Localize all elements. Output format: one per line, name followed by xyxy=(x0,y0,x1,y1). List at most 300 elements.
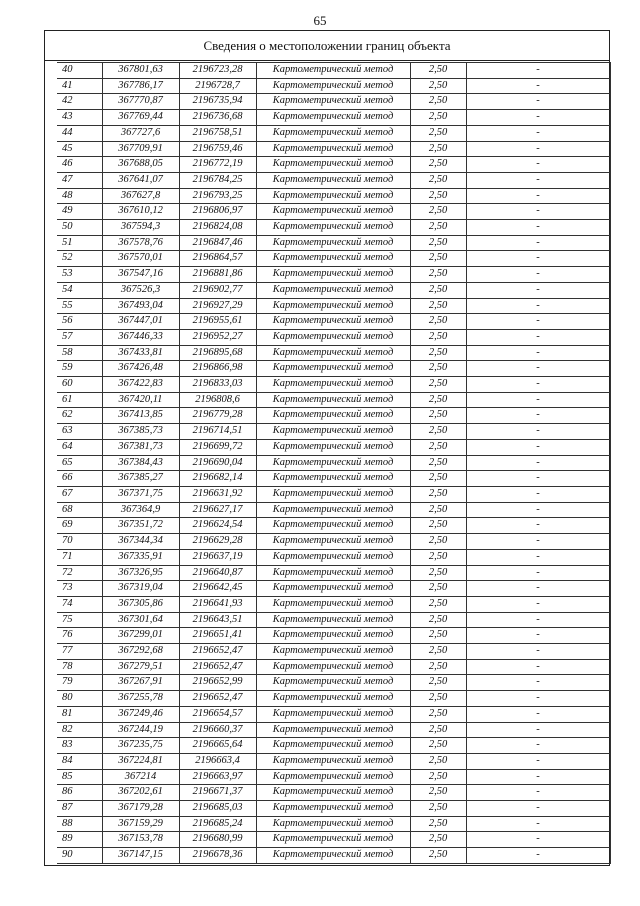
table-row xyxy=(57,94,610,110)
method-cell: Картометрический метод xyxy=(256,220,410,236)
x-coordinate-cell: 367335,91 xyxy=(102,549,179,565)
method-cell: Картометрический метод xyxy=(256,204,410,220)
y-coordinate-cell: 2196895,68 xyxy=(179,345,256,361)
x-coordinate-cell: 367447,01 xyxy=(102,314,179,330)
method-cell: Картометрический метод xyxy=(256,549,410,565)
table-row xyxy=(57,282,610,298)
method-cell: Картометрический метод xyxy=(256,392,410,408)
description-cell: - xyxy=(466,596,610,612)
x-coordinate-cell: 367578,76 xyxy=(102,235,179,251)
accuracy-cell: 2,50 xyxy=(410,816,466,832)
table-row xyxy=(57,612,610,628)
table-row xyxy=(57,392,610,408)
y-coordinate-cell: 2196699,72 xyxy=(179,439,256,455)
x-coordinate-cell: 367422,83 xyxy=(102,377,179,393)
y-coordinate-cell: 2196735,94 xyxy=(179,94,256,110)
method-cell: Картометрический метод xyxy=(256,706,410,722)
point-number-cell: 80 xyxy=(57,691,102,707)
table-row xyxy=(57,801,610,817)
method-cell: Картометрический метод xyxy=(256,361,410,377)
y-coordinate-cell: 2196955,61 xyxy=(179,314,256,330)
method-cell: Картометрический метод xyxy=(256,848,410,864)
method-cell: Картометрический метод xyxy=(256,518,410,534)
method-cell: Картометрический метод xyxy=(256,63,410,79)
accuracy-cell: 2,50 xyxy=(410,502,466,518)
y-coordinate-cell: 2196629,28 xyxy=(179,534,256,550)
x-coordinate-cell: 367344,34 xyxy=(102,534,179,550)
description-cell: - xyxy=(466,361,610,377)
description-cell: - xyxy=(466,282,610,298)
accuracy-cell: 2,50 xyxy=(410,94,466,110)
description-cell: - xyxy=(466,471,610,487)
table-row xyxy=(57,439,610,455)
point-number-cell: 60 xyxy=(57,377,102,393)
method-cell: Картометрический метод xyxy=(256,172,410,188)
description-cell: - xyxy=(466,125,610,141)
method-cell: Картометрический метод xyxy=(256,801,410,817)
table-row xyxy=(57,753,610,769)
point-number-cell: 76 xyxy=(57,628,102,644)
point-number-cell: 90 xyxy=(57,848,102,864)
table-row xyxy=(57,455,610,471)
x-coordinate-cell: 367147,15 xyxy=(102,848,179,864)
x-coordinate-cell: 367446,33 xyxy=(102,329,179,345)
y-coordinate-cell: 2196631,92 xyxy=(179,486,256,502)
accuracy-cell: 2,50 xyxy=(410,220,466,236)
method-cell: Картометрический метод xyxy=(256,816,410,832)
accuracy-cell: 2,50 xyxy=(410,424,466,440)
x-coordinate-cell: 367267,91 xyxy=(102,675,179,691)
point-number-cell: 79 xyxy=(57,675,102,691)
description-cell: - xyxy=(466,738,610,754)
method-cell: Картометрический метод xyxy=(256,125,410,141)
accuracy-cell: 2,50 xyxy=(410,801,466,817)
x-coordinate-cell: 367255,78 xyxy=(102,691,179,707)
table-row xyxy=(57,408,610,424)
accuracy-cell: 2,50 xyxy=(410,377,466,393)
description-cell: - xyxy=(466,581,610,597)
description-cell: - xyxy=(466,157,610,173)
point-number-cell: 42 xyxy=(57,94,102,110)
accuracy-cell: 2,50 xyxy=(410,518,466,534)
description-cell: - xyxy=(466,314,610,330)
table-row xyxy=(57,644,610,660)
point-number-cell: 73 xyxy=(57,581,102,597)
y-coordinate-cell: 2196927,29 xyxy=(179,298,256,314)
x-coordinate-cell: 367627,8 xyxy=(102,188,179,204)
table-row xyxy=(57,518,610,534)
x-coordinate-cell: 367526,3 xyxy=(102,282,179,298)
point-number-cell: 84 xyxy=(57,753,102,769)
point-number-cell: 45 xyxy=(57,141,102,157)
point-number-cell: 74 xyxy=(57,596,102,612)
accuracy-cell: 2,50 xyxy=(410,612,466,628)
point-number-cell: 89 xyxy=(57,832,102,848)
table-row xyxy=(57,769,610,785)
description-cell: - xyxy=(466,659,610,675)
y-coordinate-cell: 2196665,64 xyxy=(179,738,256,754)
x-coordinate-cell: 367279,51 xyxy=(102,659,179,675)
method-cell: Картометрический метод xyxy=(256,188,410,204)
y-coordinate-cell: 2196651,41 xyxy=(179,628,256,644)
point-number-cell: 56 xyxy=(57,314,102,330)
accuracy-cell: 2,50 xyxy=(410,455,466,471)
method-cell: Картометрический метод xyxy=(256,235,410,251)
x-coordinate-cell: 367420,11 xyxy=(102,392,179,408)
y-coordinate-cell: 2196806,97 xyxy=(179,204,256,220)
y-coordinate-cell: 2196637,19 xyxy=(179,549,256,565)
description-cell: - xyxy=(466,298,610,314)
point-number-cell: 85 xyxy=(57,769,102,785)
table-row xyxy=(57,706,610,722)
table-row xyxy=(57,235,610,251)
description-cell: - xyxy=(466,848,610,864)
description-cell: - xyxy=(466,408,610,424)
method-cell: Картометрический метод xyxy=(256,832,410,848)
y-coordinate-cell: 2196660,37 xyxy=(179,722,256,738)
description-cell: - xyxy=(466,628,610,644)
accuracy-cell: 2,50 xyxy=(410,361,466,377)
table-row xyxy=(57,659,610,675)
method-cell: Картометрический метод xyxy=(256,439,410,455)
table-row xyxy=(57,157,610,173)
description-cell: - xyxy=(466,78,610,94)
y-coordinate-cell: 2196642,45 xyxy=(179,581,256,597)
method-cell: Картометрический метод xyxy=(256,565,410,581)
method-cell: Картометрический метод xyxy=(256,251,410,267)
point-number-cell: 62 xyxy=(57,408,102,424)
x-coordinate-cell: 367433,81 xyxy=(102,345,179,361)
point-number-cell: 59 xyxy=(57,361,102,377)
description-cell: - xyxy=(466,612,610,628)
method-cell: Картометрический метод xyxy=(256,455,410,471)
x-coordinate-cell: 367385,27 xyxy=(102,471,179,487)
point-number-cell: 75 xyxy=(57,612,102,628)
description-cell: - xyxy=(466,753,610,769)
table-row xyxy=(57,204,610,220)
description-cell: - xyxy=(466,329,610,345)
x-coordinate-cell: 367299,01 xyxy=(102,628,179,644)
x-coordinate-cell: 367786,17 xyxy=(102,78,179,94)
method-cell: Картометрический метод xyxy=(256,345,410,361)
point-number-cell: 68 xyxy=(57,502,102,518)
x-coordinate-cell: 367202,61 xyxy=(102,785,179,801)
x-coordinate-cell: 367801,63 xyxy=(102,63,179,79)
description-cell: - xyxy=(466,188,610,204)
point-number-cell: 65 xyxy=(57,455,102,471)
table-row xyxy=(57,691,610,707)
table-row xyxy=(57,675,610,691)
description-cell: - xyxy=(466,110,610,126)
point-number-cell: 87 xyxy=(57,801,102,817)
table-row xyxy=(57,565,610,581)
x-coordinate-cell: 367769,44 xyxy=(102,110,179,126)
x-coordinate-cell: 367641,07 xyxy=(102,172,179,188)
accuracy-cell: 2,50 xyxy=(410,392,466,408)
page-number: 65 xyxy=(313,13,327,28)
accuracy-cell: 2,50 xyxy=(410,549,466,565)
y-coordinate-cell: 2196652,47 xyxy=(179,691,256,707)
description-cell: - xyxy=(466,63,610,79)
accuracy-cell: 2,50 xyxy=(410,471,466,487)
table-row xyxy=(57,63,610,79)
x-coordinate-cell: 367159,29 xyxy=(102,816,179,832)
accuracy-cell: 2,50 xyxy=(410,596,466,612)
method-cell: Картометрический метод xyxy=(256,157,410,173)
method-cell: Картометрический метод xyxy=(256,722,410,738)
x-coordinate-cell: 367493,04 xyxy=(102,298,179,314)
description-cell: - xyxy=(466,392,610,408)
point-number-cell: 47 xyxy=(57,172,102,188)
table-row xyxy=(57,596,610,612)
y-coordinate-cell: 2196690,04 xyxy=(179,455,256,471)
method-cell: Картометрический метод xyxy=(256,675,410,691)
point-number-cell: 64 xyxy=(57,439,102,455)
y-coordinate-cell: 2196784,25 xyxy=(179,172,256,188)
method-cell: Картометрический метод xyxy=(256,110,410,126)
y-coordinate-cell: 2196663,97 xyxy=(179,769,256,785)
point-number-cell: 81 xyxy=(57,706,102,722)
y-coordinate-cell: 2196952,27 xyxy=(179,329,256,345)
point-number-cell: 78 xyxy=(57,659,102,675)
accuracy-cell: 2,50 xyxy=(410,408,466,424)
accuracy-cell: 2,50 xyxy=(410,345,466,361)
x-coordinate-cell: 367326,95 xyxy=(102,565,179,581)
point-number-cell: 40 xyxy=(57,63,102,79)
accuracy-cell: 2,50 xyxy=(410,157,466,173)
method-cell: Картометрический метод xyxy=(256,78,410,94)
description-cell: - xyxy=(466,141,610,157)
method-cell: Картометрический метод xyxy=(256,612,410,628)
description-cell: - xyxy=(466,534,610,550)
boundary-table-frame xyxy=(44,30,610,866)
description-cell: - xyxy=(466,502,610,518)
point-number-cell: 53 xyxy=(57,267,102,283)
y-coordinate-cell: 2196866,98 xyxy=(179,361,256,377)
y-coordinate-cell: 2196779,28 xyxy=(179,408,256,424)
y-coordinate-cell: 2196652,47 xyxy=(179,644,256,660)
x-coordinate-cell: 367385,73 xyxy=(102,424,179,440)
method-cell: Картометрический метод xyxy=(256,408,410,424)
description-cell: - xyxy=(466,220,610,236)
x-coordinate-cell: 367770,87 xyxy=(102,94,179,110)
accuracy-cell: 2,50 xyxy=(410,628,466,644)
accuracy-cell: 2,50 xyxy=(410,534,466,550)
x-coordinate-cell: 367301,64 xyxy=(102,612,179,628)
accuracy-cell: 2,50 xyxy=(410,785,466,801)
table-row xyxy=(57,534,610,550)
point-number-cell: 63 xyxy=(57,424,102,440)
y-coordinate-cell: 2196680,99 xyxy=(179,832,256,848)
description-cell: - xyxy=(466,832,610,848)
table-row xyxy=(57,471,610,487)
table-row xyxy=(57,110,610,126)
description-cell: - xyxy=(466,172,610,188)
accuracy-cell: 2,50 xyxy=(410,439,466,455)
y-coordinate-cell: 2196685,03 xyxy=(179,801,256,817)
accuracy-cell: 2,50 xyxy=(410,581,466,597)
point-number-cell: 58 xyxy=(57,345,102,361)
table-row xyxy=(57,486,610,502)
method-cell: Картометрический метод xyxy=(256,502,410,518)
point-number-cell: 70 xyxy=(57,534,102,550)
method-cell: Картометрический метод xyxy=(256,486,410,502)
method-cell: Картометрический метод xyxy=(256,377,410,393)
accuracy-cell: 2,50 xyxy=(410,769,466,785)
point-number-cell: 61 xyxy=(57,392,102,408)
accuracy-cell: 2,50 xyxy=(410,125,466,141)
description-cell: - xyxy=(466,94,610,110)
y-coordinate-cell: 2196624,54 xyxy=(179,518,256,534)
table-row xyxy=(57,377,610,393)
x-coordinate-cell: 367179,28 xyxy=(102,801,179,817)
y-coordinate-cell: 2196881,86 xyxy=(179,267,256,283)
y-coordinate-cell: 2196847,46 xyxy=(179,235,256,251)
x-coordinate-cell: 367688,05 xyxy=(102,157,179,173)
description-cell: - xyxy=(466,455,610,471)
point-number-cell: 43 xyxy=(57,110,102,126)
description-cell: - xyxy=(466,549,610,565)
table-row xyxy=(57,722,610,738)
accuracy-cell: 2,50 xyxy=(410,565,466,581)
description-cell: - xyxy=(466,706,610,722)
method-cell: Картометрический метод xyxy=(256,581,410,597)
y-coordinate-cell: 2196652,47 xyxy=(179,659,256,675)
x-coordinate-cell: 367351,72 xyxy=(102,518,179,534)
table-row xyxy=(57,832,610,848)
table-row xyxy=(57,424,610,440)
table-row xyxy=(57,125,610,141)
y-coordinate-cell: 2196833,03 xyxy=(179,377,256,393)
x-coordinate-cell: 367727,6 xyxy=(102,125,179,141)
description-cell: - xyxy=(466,486,610,502)
accuracy-cell: 2,50 xyxy=(410,204,466,220)
point-number-cell: 86 xyxy=(57,785,102,801)
description-cell: - xyxy=(466,691,610,707)
x-coordinate-cell: 367371,75 xyxy=(102,486,179,502)
y-coordinate-cell: 2196641,93 xyxy=(179,596,256,612)
method-cell: Картометрический метод xyxy=(256,141,410,157)
description-cell: - xyxy=(466,251,610,267)
point-number-cell: 83 xyxy=(57,738,102,754)
table-row xyxy=(57,188,610,204)
accuracy-cell: 2,50 xyxy=(410,235,466,251)
x-coordinate-cell: 367594,3 xyxy=(102,220,179,236)
accuracy-cell: 2,50 xyxy=(410,329,466,345)
point-number-cell: 57 xyxy=(57,329,102,345)
description-cell: - xyxy=(466,785,610,801)
method-cell: Картометрический метод xyxy=(256,628,410,644)
x-coordinate-cell: 367292,68 xyxy=(102,644,179,660)
table-row xyxy=(57,314,610,330)
table-row xyxy=(57,298,610,314)
x-coordinate-cell: 367570,01 xyxy=(102,251,179,267)
accuracy-cell: 2,50 xyxy=(410,298,466,314)
method-cell: Картометрический метод xyxy=(256,298,410,314)
description-cell: - xyxy=(466,439,610,455)
y-coordinate-cell: 2196671,37 xyxy=(179,785,256,801)
description-cell: - xyxy=(466,675,610,691)
x-coordinate-cell: 367364,9 xyxy=(102,502,179,518)
accuracy-cell: 2,50 xyxy=(410,110,466,126)
x-coordinate-cell: 367224,81 xyxy=(102,753,179,769)
table-title: Сведения о местоположении границ объекта xyxy=(45,31,609,61)
accuracy-cell: 2,50 xyxy=(410,738,466,754)
accuracy-cell: 2,50 xyxy=(410,141,466,157)
accuracy-cell: 2,50 xyxy=(410,644,466,660)
y-coordinate-cell: 2196685,24 xyxy=(179,816,256,832)
description-cell: - xyxy=(466,644,610,660)
method-cell: Картометрический метод xyxy=(256,785,410,801)
x-coordinate-cell: 367244,19 xyxy=(102,722,179,738)
accuracy-cell: 2,50 xyxy=(410,675,466,691)
y-coordinate-cell: 2196682,14 xyxy=(179,471,256,487)
y-coordinate-cell: 2196864,57 xyxy=(179,251,256,267)
description-cell: - xyxy=(466,518,610,534)
description-cell: - xyxy=(466,377,610,393)
method-cell: Картометрический метод xyxy=(256,471,410,487)
y-coordinate-cell: 2196736,68 xyxy=(179,110,256,126)
y-coordinate-cell: 2196902,77 xyxy=(179,282,256,298)
point-number-cell: 52 xyxy=(57,251,102,267)
description-cell: - xyxy=(466,424,610,440)
y-coordinate-cell: 2196640,87 xyxy=(179,565,256,581)
accuracy-cell: 2,50 xyxy=(410,188,466,204)
x-coordinate-cell: 367235,75 xyxy=(102,738,179,754)
description-cell: - xyxy=(466,769,610,785)
point-number-cell: 71 xyxy=(57,549,102,565)
description-cell: - xyxy=(466,816,610,832)
accuracy-cell: 2,50 xyxy=(410,172,466,188)
table-row xyxy=(57,267,610,283)
table-row xyxy=(57,329,610,345)
table-row xyxy=(57,172,610,188)
method-cell: Картометрический метод xyxy=(256,644,410,660)
x-coordinate-cell: 367547,16 xyxy=(102,267,179,283)
y-coordinate-cell: 2196678,36 xyxy=(179,848,256,864)
y-coordinate-cell: 2196793,25 xyxy=(179,188,256,204)
method-cell: Картометрический метод xyxy=(256,424,410,440)
accuracy-cell: 2,50 xyxy=(410,314,466,330)
table-row xyxy=(57,816,610,832)
accuracy-cell: 2,50 xyxy=(410,753,466,769)
point-number-cell: 49 xyxy=(57,204,102,220)
y-coordinate-cell: 2196728,7 xyxy=(179,78,256,94)
accuracy-cell: 2,50 xyxy=(410,848,466,864)
table-row xyxy=(57,141,610,157)
y-coordinate-cell: 2196663,4 xyxy=(179,753,256,769)
table-row xyxy=(57,78,610,94)
y-coordinate-cell: 2196627,17 xyxy=(179,502,256,518)
y-coordinate-cell: 2196654,57 xyxy=(179,706,256,722)
accuracy-cell: 2,50 xyxy=(410,282,466,298)
description-cell: - xyxy=(466,235,610,251)
x-coordinate-cell: 367319,04 xyxy=(102,581,179,597)
x-coordinate-cell: 367709,91 xyxy=(102,141,179,157)
accuracy-cell: 2,50 xyxy=(410,486,466,502)
description-cell: - xyxy=(466,722,610,738)
table-row xyxy=(57,581,610,597)
point-number-cell: 88 xyxy=(57,816,102,832)
point-number-cell: 41 xyxy=(57,78,102,94)
method-cell: Картометрический метод xyxy=(256,282,410,298)
x-coordinate-cell: 367249,46 xyxy=(102,706,179,722)
x-coordinate-cell: 367153,78 xyxy=(102,832,179,848)
table-row xyxy=(57,361,610,377)
point-number-cell: 67 xyxy=(57,486,102,502)
coordinates-table-body xyxy=(57,63,610,864)
point-number-cell: 44 xyxy=(57,125,102,141)
